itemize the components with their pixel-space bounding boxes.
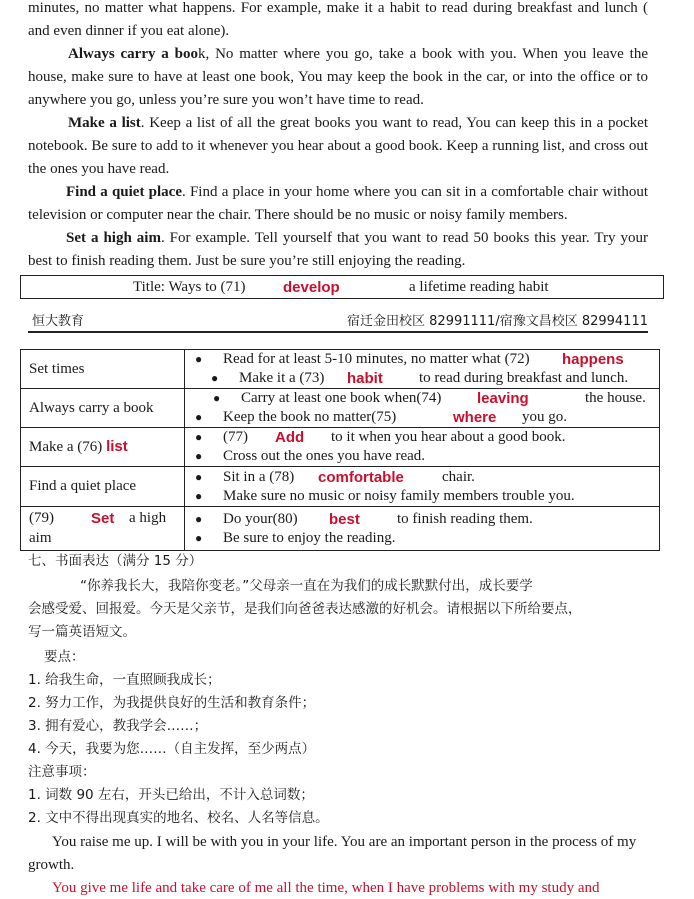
- answer-75: where: [453, 409, 497, 426]
- summary-table: [20, 349, 660, 551]
- passage-text: minutes, no matter what happens. For example, make it a habit to read during breakfast and lunch ( and even dinner if you eat alone).: [28, 0, 648, 39]
- passage-paragraph-3: [28, 181, 648, 227]
- row-line: ● Carry at least one book when(74) leaving the house.: [213, 390, 646, 407]
- header-divider: [28, 331, 648, 333]
- points-title: 要点：: [44, 649, 85, 665]
- row-content: [185, 389, 660, 428]
- point-item: 3. 拥有爱心，教我学会……；: [28, 718, 208, 734]
- title-suffix: a lifetime reading habit: [409, 279, 549, 295]
- writing-intro: 会感受爱、回报爱。今天是父亲节，是我们向爸爸表达感激的好机会。请根据以下所给要点，: [28, 601, 582, 617]
- paragraph-heading: Find a quiet place: [66, 184, 182, 200]
- answer-73: habit: [347, 370, 383, 387]
- bullet-icon: ●: [211, 371, 219, 385]
- given-start: You raise me up. I will be with you in your life. You are an important person in the process of my growth.: [28, 834, 637, 873]
- notes-title: 注意事项：: [28, 764, 96, 780]
- passage-paragraph-2: [28, 112, 648, 181]
- table-row: [21, 350, 660, 389]
- title-box: [20, 275, 664, 299]
- row-line: ● (77) Add to it when you hear about a good book.: [195, 429, 566, 446]
- table-row: [21, 467, 660, 507]
- bullet-icon: ●: [195, 488, 203, 503]
- answer-80: best: [329, 510, 360, 528]
- table-row: [21, 389, 660, 428]
- answer-78: comfortable: [318, 468, 404, 486]
- note-item: 1. 词数 90 左右，开头已给出，不计入总词数；: [28, 787, 314, 803]
- row-line: ● Sit in a (78) comfortable chair.: [195, 468, 475, 486]
- header-contact: 宿迁金田校区 82991111/宿豫文昌校区 82994111: [347, 314, 648, 329]
- point-item: 1. 给我生命，一直照顾我成长；: [28, 672, 221, 688]
- bullet-icon: ●: [195, 352, 203, 366]
- passage-paragraph-1: [28, 43, 648, 112]
- row-line: ● Cross out the ones you have read.: [195, 448, 426, 464]
- row-label: Set times: [21, 350, 185, 389]
- answer-74: leaving: [477, 390, 529, 407]
- bullet-icon: ●: [195, 449, 203, 463]
- point-item: 4. 今天，我要为您……（自主发挥，至少两点）: [28, 741, 316, 757]
- point-item: 2. 努力工作，为我提供良好的生活和教育条件；: [28, 695, 316, 711]
- passage-text: . For example. Tell yourself that you want to read 50 books this year. Try your best to finish reading them. Just be sure you’re still enjoying the reading.: [28, 230, 648, 269]
- answer-76: list: [106, 438, 128, 455]
- answer-71: develop: [283, 279, 340, 296]
- row-line: ● Keep the book no matter(75) where you go.: [195, 409, 567, 426]
- row-content: [185, 467, 660, 507]
- answer-77: Add: [275, 429, 305, 446]
- bullet-icon: ●: [195, 530, 203, 545]
- row-line: ● Make it a (73) habit to read during breakfast and lunch.: [211, 370, 629, 387]
- sample-answer-start: You give me life and take care of me all the time, when I have problems with my study and: [52, 880, 600, 896]
- passage-paragraph-4: [28, 227, 648, 273]
- paragraph-heading: Set a high aim: [66, 230, 161, 246]
- bullet-icon: ●: [195, 430, 203, 444]
- row-content: [185, 428, 660, 467]
- header-brand: 恒大教育: [32, 314, 85, 329]
- bullet-icon: ●: [213, 391, 221, 405]
- writing-intro: 写一篇英语短文。: [28, 624, 136, 640]
- row-label: (79) Set a high aim: [21, 507, 185, 551]
- answer-79: Set: [91, 510, 115, 527]
- row-label: Always carry a book: [21, 389, 185, 428]
- bullet-icon: ●: [195, 410, 203, 424]
- writing-intro: “你养我长大，我陪你变老。”父母亲一直在为我们的成长默默付出，成长要学: [80, 578, 533, 594]
- bullet-icon: ●: [195, 511, 203, 526]
- row-label: Find a quiet place: [21, 467, 185, 507]
- bullet-icon: ●: [195, 469, 203, 484]
- passage-paragraph-0: [28, 0, 648, 43]
- row-line: ● Make sure no music or noisy family members trouble you.: [195, 487, 575, 504]
- row-content: [185, 350, 660, 389]
- section-title: 七、书面表达（满分 15 分）: [28, 553, 203, 569]
- table-row: [21, 428, 660, 467]
- row-label: Make a (76) list: [21, 428, 185, 467]
- passage-text: k, No matter where you go, take a book with you. When you leave the house, make sure to have at least one book, You may keep the book in the car, or into the office or to anywhere you go, unless you’re sure you won’t have time to read.: [28, 46, 648, 108]
- row-line: ● Read for at least 5-10 minutes, no matter what (72) happens: [195, 351, 624, 368]
- row-content: [185, 507, 660, 551]
- title-prefix: Title: Ways to (71): [133, 279, 246, 295]
- paragraph-heading: Make a list: [68, 115, 141, 131]
- paragraph-heading: Always carry a boo: [68, 46, 198, 62]
- row-line: ● Do your(80) best to finish reading them.: [195, 510, 533, 528]
- answer-72: happens: [562, 351, 624, 368]
- row-line: ● Be sure to enjoy the reading.: [195, 529, 396, 546]
- passage-text: . Find a place in your home where you can sit in a comfortable chair without television or computer near the chair. There should be no music or noisy family members.: [28, 184, 648, 223]
- table-row: [21, 507, 660, 551]
- passage-text: . Keep a list of all the great books you want to read, You can keep this in a pocket notebook. Be sure to add to it whenever you hear about a good book. Keep a running list, and cross out the ones you have read.: [28, 115, 649, 177]
- note-item: 2. 文中不得出现真实的地名、校名、人名等信息。: [28, 810, 329, 826]
